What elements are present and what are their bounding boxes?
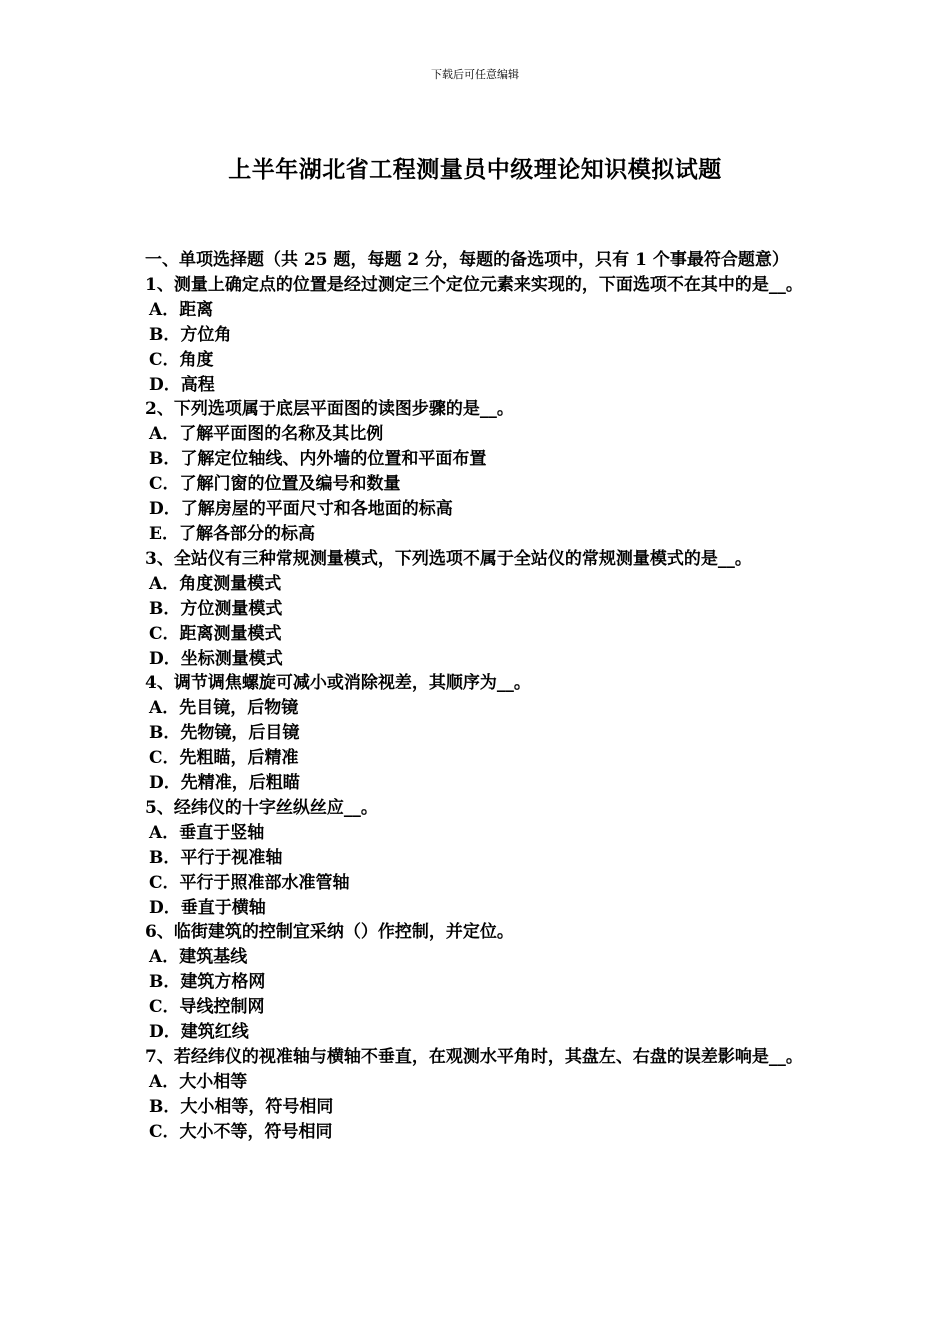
- option-c: C．距离测量模式: [149, 623, 282, 644]
- option-b: B．方位角: [149, 324, 232, 345]
- option-a: A．垂直于竖轴: [149, 822, 265, 843]
- option-c: C．先粗瞄，后精准: [149, 748, 299, 769]
- header-note: 下载后可任意编辑: [431, 68, 519, 81]
- option-c: C．平行于照准部水准管轴: [149, 872, 350, 893]
- question-4: [145, 671, 817, 796]
- option-b: B．平行于视准轴: [149, 847, 283, 868]
- option-a: A．角度测量模式: [149, 573, 282, 594]
- option-c: C．了解门窗的位置及编号和数量: [149, 474, 401, 495]
- question-text: 1、测量上确定点的位置是经过测定三个定位元素来实现的，下面选项不在其中的是__。: [145, 274, 803, 295]
- question-2: [145, 397, 817, 546]
- question-6: [145, 920, 817, 1045]
- question-1: [145, 273, 817, 398]
- option-b: B．方位测量模式: [149, 598, 283, 619]
- page-title: 上半年湖北省工程测量员中级理论知识模拟试题: [228, 156, 722, 183]
- question-7: [145, 1045, 817, 1145]
- question-3: [145, 547, 817, 672]
- option-b: B．大小相等，符号相同: [149, 1096, 334, 1117]
- question-text: 5、经纬仪的十字丝纵丝应__。: [145, 797, 378, 818]
- option-b: B．先物镜，后目镜: [149, 723, 300, 744]
- option-b: B．了解定位轴线、内外墙的位置和平面布置: [149, 449, 487, 470]
- option-d: D．高程: [149, 374, 215, 395]
- option-d: D．垂直于横轴: [149, 897, 266, 918]
- option-c: C．导线控制网: [149, 997, 265, 1018]
- option-d: D．了解房屋的平面尺寸和各地面的标高: [149, 499, 453, 520]
- option-a: A．大小相等: [149, 1071, 248, 1092]
- question-text: 6、临街建筑的控制宜采纳（）作控制，并定位。: [145, 922, 514, 943]
- option-e: E．了解各部分的标高: [149, 523, 315, 544]
- option-c: C．角度: [149, 349, 214, 370]
- exam-content: [145, 248, 817, 1145]
- option-c: C．大小不等，符号相同: [149, 1121, 333, 1142]
- question-text: 2、下列选项属于底层平面图的读图步骤的是__。: [145, 399, 514, 420]
- option-b: B．建筑方格网: [149, 972, 266, 993]
- question-text: 7、若经纬仪的视准轴与横轴不垂直，在观测水平角时，其盘左、右盘的误差影响是__。: [145, 1047, 803, 1067]
- option-d: D．先精准，后粗瞄: [149, 773, 300, 794]
- option-d: D．建筑红线: [149, 1022, 249, 1043]
- option-a: A．建筑基线: [149, 947, 248, 968]
- option-a: A．先目镜，后物镜: [149, 698, 299, 719]
- option-a: A．了解平面图的名称及其比例: [149, 424, 384, 445]
- question-5: [145, 796, 817, 921]
- section-heading: 一、单项选择题（共 25 题，每题 2 分，每题的备选项中，只有 1 个事最符合题意）: [145, 250, 789, 270]
- question-text: 3、全站仪有三种常规测量模式，下列选项不属于全站仪的常规测量模式的是__。: [145, 548, 752, 569]
- option-d: D．坐标测量模式: [149, 648, 283, 669]
- option-a: A．距离: [149, 299, 214, 320]
- question-text: 4、调节调焦螺旋可减小或消除视差，其顺序为__。: [145, 673, 531, 694]
